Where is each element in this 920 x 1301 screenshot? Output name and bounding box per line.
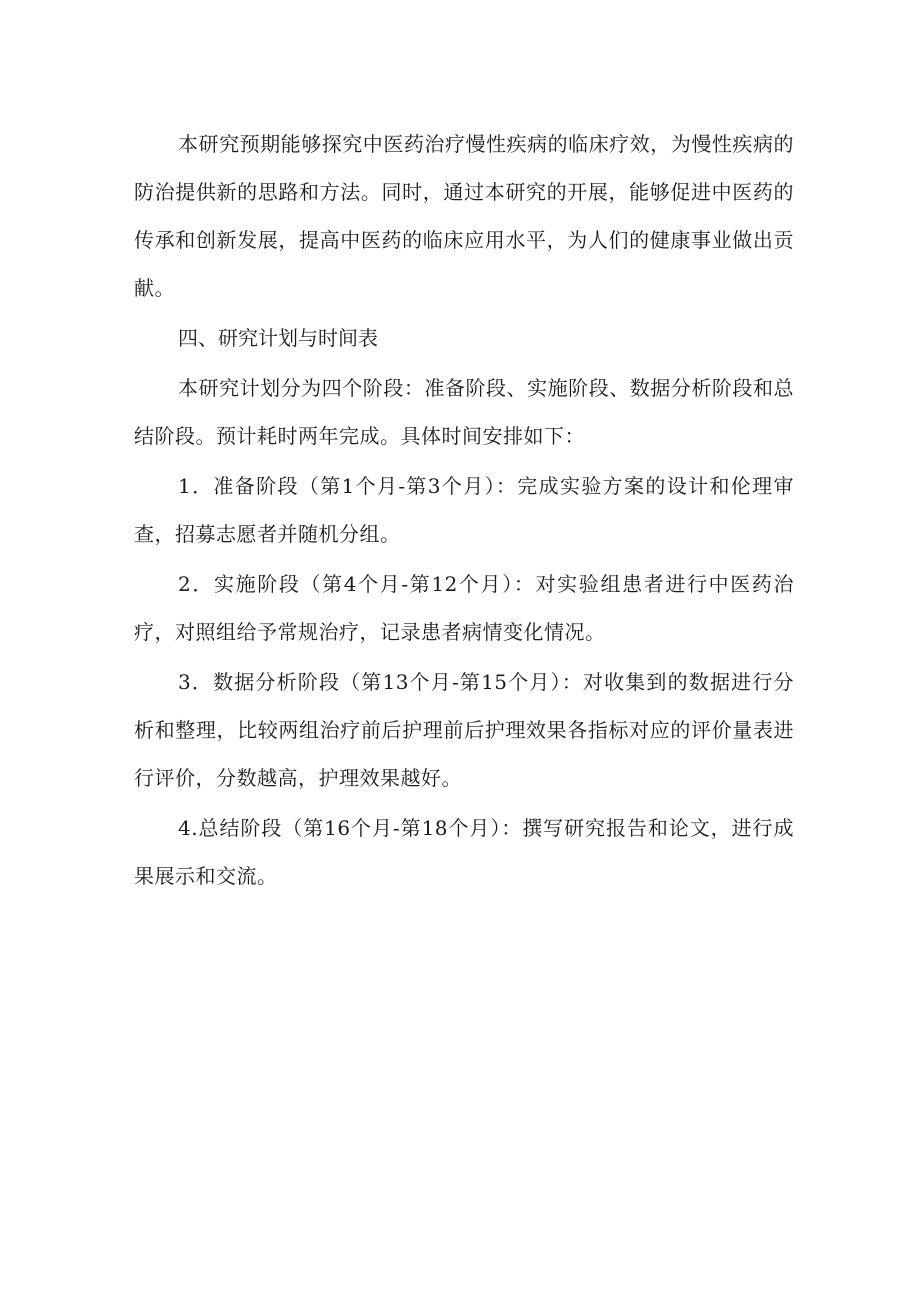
- paragraph-stage-2: 2．实施阶段（第4个月-第12个月）：对实验组患者进行中医药治疗，对照组给予常规治疗，记录患者病情变化情况。: [134, 572, 794, 644]
- section-heading-research-plan: 四、研究计划与时间表: [178, 326, 378, 350]
- paragraph-stage-3: 3．数据分析阶段（第13个月-第15个月）：对收集到的数据进行分析和整理，比较两组治疗前后护理前后护理效果各指标对应的评价量表进行评价，分数越高，护理效果越好。: [134, 670, 794, 790]
- paragraph-plan-overview: 本研究计划分为四个阶段：准备阶段、实施阶段、数据分析阶段和总结阶段。预计耗时两年完成。具体时间安排如下：: [134, 376, 794, 448]
- document-body: [134, 120, 794, 902]
- paragraph-stage-4: 4.总结阶段（第16个月-第18个月）：撰写研究报告和论文，进行成果展示和交流。: [134, 816, 794, 888]
- paragraph-stage-1: 1．准备阶段（第1个月-第3个月）：完成实验方案的设计和伦理审查，招募志愿者并随机分组。: [134, 474, 794, 546]
- paragraph-expected-outcomes: 本研究预期能够探究中医药治疗慢性疾病的临床疗效，为慢性疾病的防治提供新的思路和方法。同时，通过本研究的开展，能够促进中医药的传承和创新发展，提高中医药的临床应用水平，为人们的健康事业做出贡献。: [134, 132, 794, 300]
